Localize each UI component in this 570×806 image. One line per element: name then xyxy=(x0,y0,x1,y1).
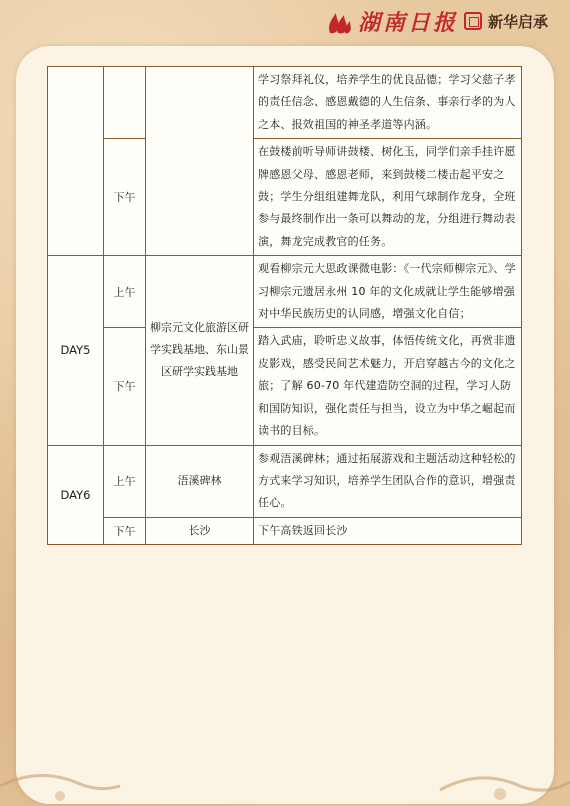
half-cell: 下午 xyxy=(104,517,146,544)
description-cell: 下午高铁返回长沙 xyxy=(254,517,522,544)
half-cell xyxy=(104,67,146,139)
table-row xyxy=(48,256,522,328)
half-cell: 下午 xyxy=(104,328,146,445)
brand-name: 湖南日报 xyxy=(358,9,459,36)
description-cell: 观看柳宗元大思政课微电影：《一代宗师柳宗元》、学习柳宗元遗居永州 10 年的文化成就让学生能够增强对中华民族历史的认同感，增强文化自信； xyxy=(254,256,522,328)
location-cell: 浯溪碑林 xyxy=(146,445,254,517)
description-cell: 学习祭拜礼仪，培养学生的优良品德；学习父慈子孝的责任信念、感恩戴德的人生信条、事亲行孝的为人之本、报效祖国的神圣孝道等内涵。 xyxy=(254,67,522,139)
half-cell: 上午 xyxy=(104,445,146,517)
seal-logo-icon xyxy=(464,12,482,30)
schedule-table xyxy=(47,66,522,545)
description-cell: 参观浯溪碑林；通过拓展游戏和主题活动这种轻松的方式来学习知识，培养学生团队合作的意识，增强责任心。 xyxy=(254,445,522,517)
day-cell: DAY6 xyxy=(48,445,104,545)
location-cell: 长沙 xyxy=(146,517,254,544)
table-row xyxy=(48,139,522,256)
header xyxy=(0,0,570,46)
flame-logo-icon xyxy=(326,7,352,35)
partner-name: 新华启承 xyxy=(488,12,549,31)
table-row xyxy=(48,328,522,445)
table-row xyxy=(48,67,522,139)
location-cell xyxy=(146,67,254,256)
description-cell: 在鼓楼前听导师讲鼓楼、树化玉，同学们亲手挂许愿牌感恩父母、感恩老师，来到鼓楼二楼击起平安之鼓；学生分组组建舞龙队，利用气球制作龙身，全班参与最终制作出一条可以舞动的龙，分组进行舞动表演，舞龙完成教官的任务。 xyxy=(254,139,522,256)
table-row xyxy=(48,445,522,517)
location-cell: 柳宗元文化旅游区研学实践基地、东山景区研学实践基地 xyxy=(146,256,254,445)
table-row xyxy=(48,517,522,544)
half-cell: 下午 xyxy=(104,139,146,256)
half-cell: 上午 xyxy=(104,256,146,328)
day-cell: DAY5 xyxy=(48,256,104,445)
description-cell: 踏入武庙，聆听忠义故事，体悟传统文化，再赏非遗皮影戏，感受民间艺术魅力，开启穿越古今的文化之旅；了解 60-70 年代建造防空洞的过程，学习人防和国防知识，强化责任与担当，设立为中华之崛起而读书的目标。 xyxy=(254,328,522,445)
day-cell xyxy=(48,67,104,256)
brand xyxy=(326,6,548,36)
